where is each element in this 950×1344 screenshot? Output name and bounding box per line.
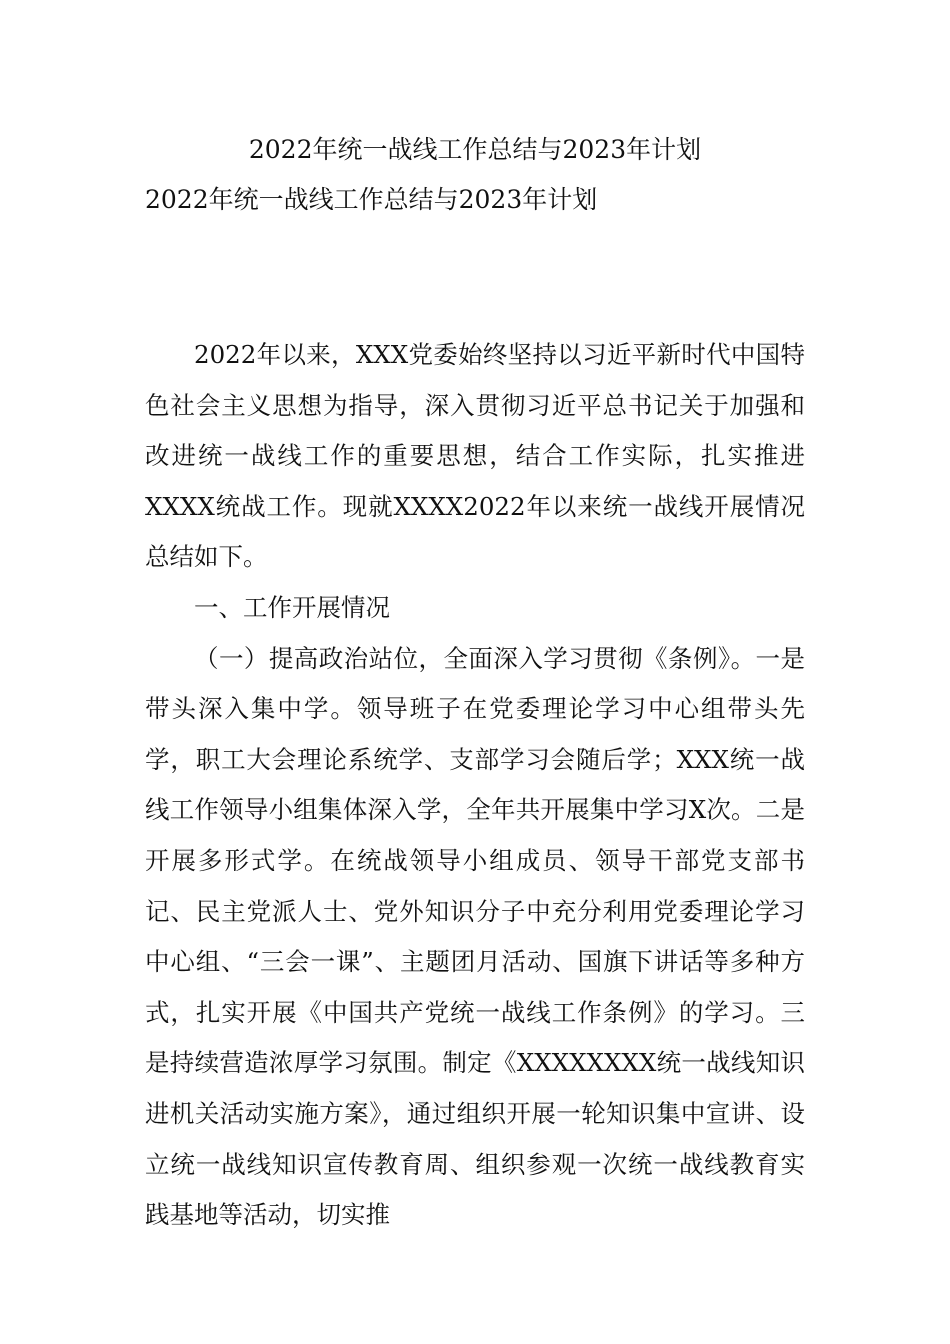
paragraph-intro: 2022年以来，XXX党委始终坚持以习近平新时代中国特色社会主义思想为指导，深入贯彻习近平总书记关于加强和改进统一战线工作的重要思想，结合工作实际，扎实推进XXXX统战工作。现就XXXX2022年以来统一战线开展情况总结如下。 xyxy=(145,340,805,572)
paragraph-section-1: （一）提高政治站位，全面深入学习贯彻《条例》。一是带头深入集中学。领导班子在党委理论学习中心组带头先学，职工大会理论系统学、支部学习会随后学；XXX统一战线工作领导小组集体深入学，全年共开展集中学习X次。二是开展多形式学。在统战领导小组成员、领导干部党支部书记、民主党派人士、党外知识分子中充分利用党委理论学习中心组、“三会一课”、主题团月活动、国旗下讲话等多种方式，扎实开展《中国共产党统一战线工作条例》的学习。三是持续营造浓厚学习氛围。制定《XXXXXXXX统一战线知识进机关活动实施方案》，通过组织开展一轮知识集中宣讲、设立统一战线知识宣传教育周、组织参观一次统一战线教育实践基地等活动，切实推 xyxy=(145,643,805,1230)
document-title: 2022年统一战线工作总结与2023年计划 xyxy=(248,135,702,164)
document-body xyxy=(145,330,805,1241)
section-heading: 一、工作开展情况 xyxy=(194,592,390,622)
document-subtitle: 2022年统一战线工作总结与2023年计划 xyxy=(145,185,598,214)
